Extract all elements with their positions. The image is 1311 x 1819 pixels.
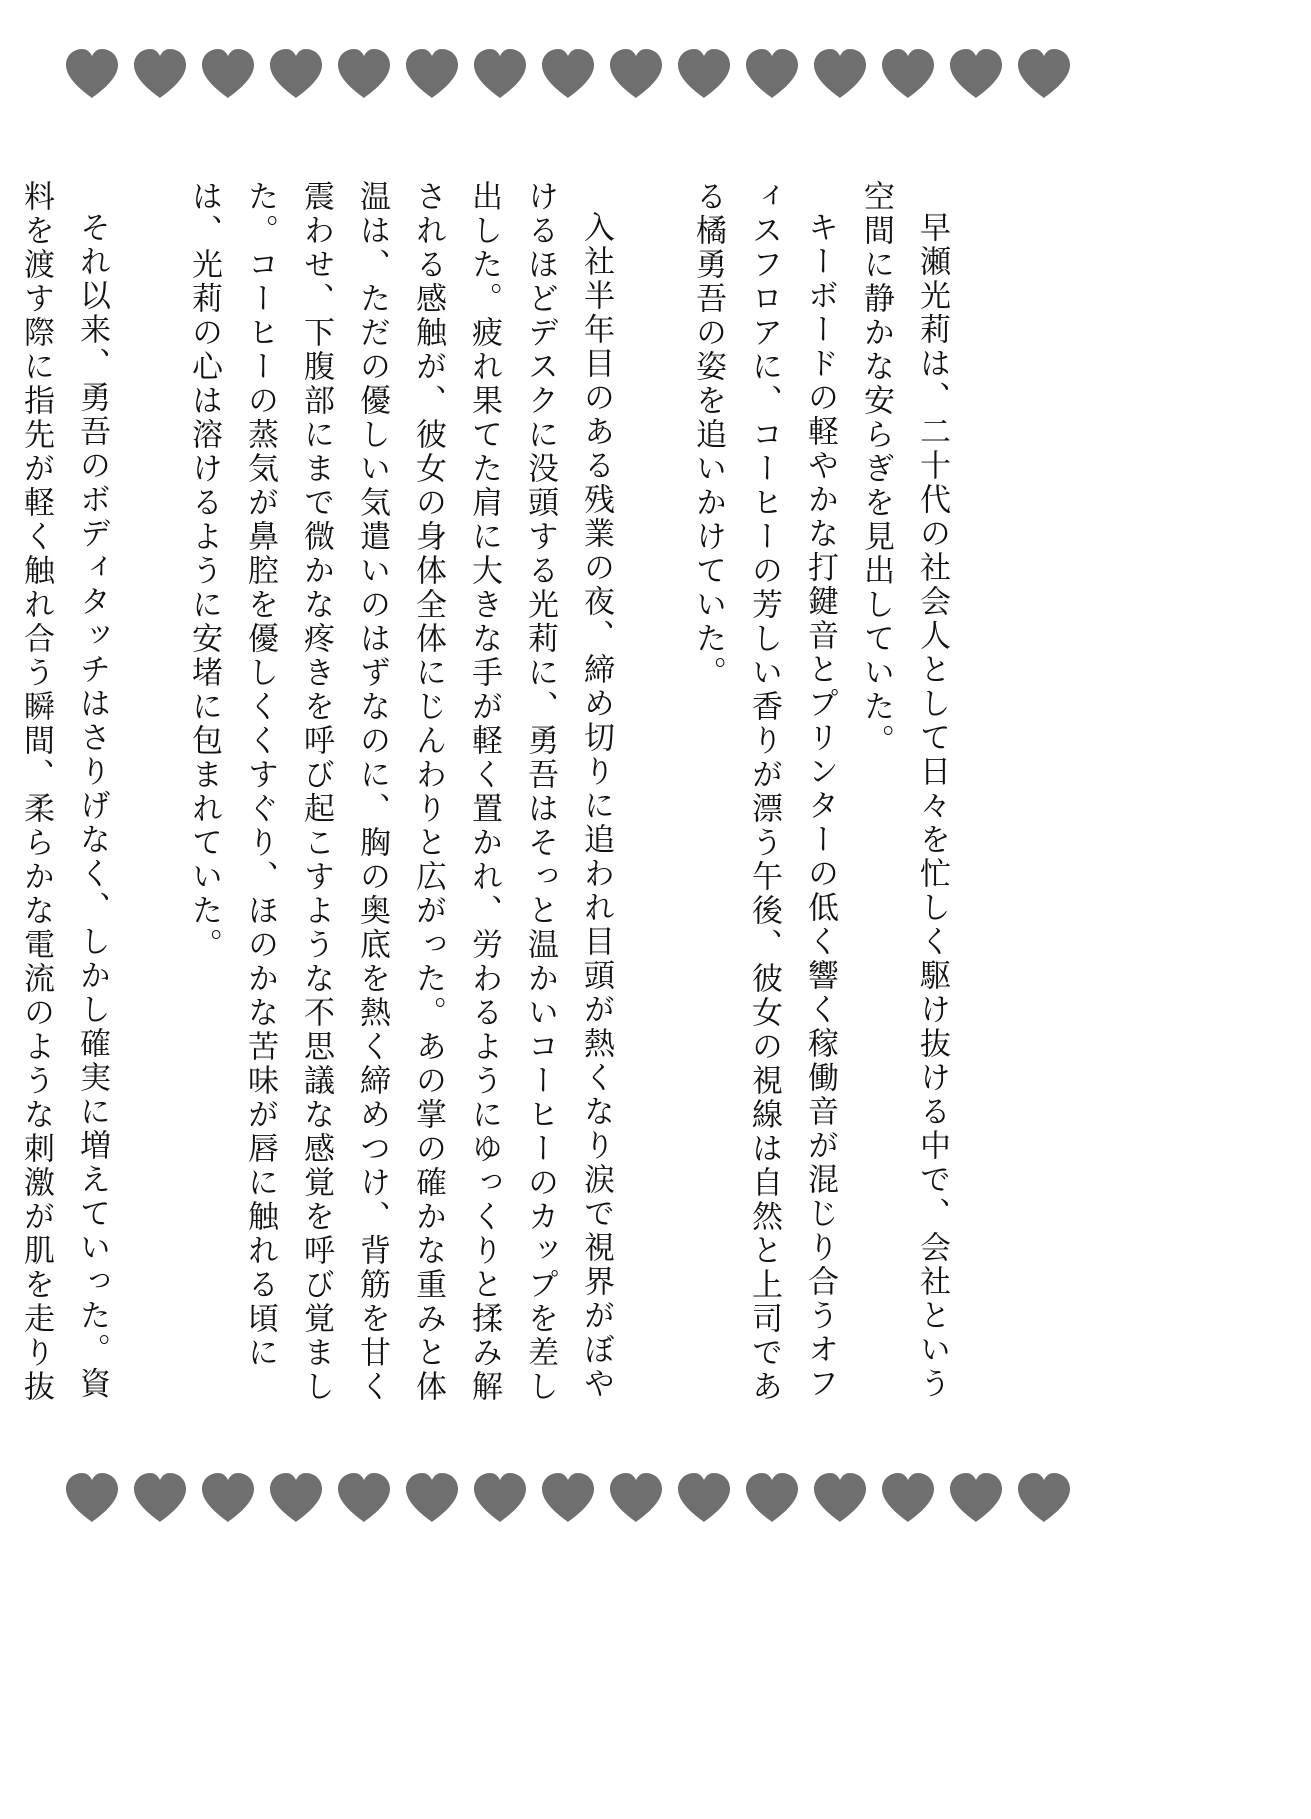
story-paragraph-4: それ以来、勇吾のボディタッチはさりげなく、しかし確実に増えていった。資料を渡す際に指先が軽く触れ合う瞬間、柔らかな電流のような刺激が肌を走り抜 <box>18 180 110 1404</box>
paragraph-spacer <box>120 180 176 1420</box>
heart-icon <box>744 48 800 100</box>
heart-icon <box>64 48 120 100</box>
story-paragraph-2: キーボードの軽やかな打鍵音とプリンターの低く響く稼働音が混じり合うオフィスフロアに、コーヒーの芳しい香りが漂う午後、彼女の視線は自然と上司である橘勇吾の姿を追いかけていた。 <box>690 180 838 1404</box>
heart-icon <box>268 48 324 100</box>
heart-icon <box>676 48 732 100</box>
heart-icon <box>608 1472 664 1524</box>
heart-icon <box>472 48 528 100</box>
heart-icon <box>404 48 460 100</box>
heart-icon <box>336 48 392 100</box>
heart-icon <box>132 48 188 100</box>
paragraph-spacer <box>624 180 680 1420</box>
story-paragraph-1: 早瀬光莉は、二十代の社会人として日々を忙しく駆け抜ける中で、会社という空間に静かな安らぎを見出していた。 <box>858 180 950 1401</box>
heart-icon <box>64 1472 120 1524</box>
heart-icon <box>812 1472 868 1524</box>
story-paragraph-3: 入社半年目のある残業の夜、締め切りに追われ目頭が熱くなり涙で視界がぼやけるほどデスクに没頭する光莉に、勇吾はそっと温かいコーヒーのカップを差し出した。疲れ果てた肩に大きな手が軽く置かれ、労わるようにゆっくりと揉み解される感触が、彼女の身体全体にじんわりと広がった。あの掌の確かな重みと体温は、ただの優しい気遣いのはずなのに、胸の奥底を熱く締めつけ、背筋を甘く震わせ、下腹部にまで微かな疼きを呼び起こすような不思議な感覚を呼び覚ました。コーヒーの蒸気が鼻腔を優しくくすぐり、ほのかな苦味が唇に触れる頃には、光莉の心は溶けるように安堵に包まれていた。 <box>186 180 614 1404</box>
top-heart-border <box>64 48 1074 108</box>
heart-icon <box>200 1472 256 1524</box>
heart-icon <box>812 48 868 100</box>
heart-icon <box>336 1472 392 1524</box>
heart-icon <box>540 1472 596 1524</box>
heart-icon <box>880 1472 936 1524</box>
heart-icon <box>880 48 936 100</box>
heart-icon <box>676 1472 732 1524</box>
heart-icon <box>1016 1472 1072 1524</box>
heart-icon <box>200 48 256 100</box>
heart-icon <box>948 48 1004 100</box>
heart-icon <box>268 1472 324 1524</box>
bottom-heart-border <box>64 1472 1074 1532</box>
heart-icon <box>608 48 664 100</box>
heart-icon <box>472 1472 528 1524</box>
heart-icon <box>948 1472 1004 1524</box>
heart-icon <box>744 1472 800 1524</box>
heart-icon <box>132 1472 188 1524</box>
heart-icon <box>540 48 596 100</box>
story-text <box>18 180 960 1420</box>
heart-icon <box>404 1472 460 1524</box>
heart-icon <box>1016 48 1072 100</box>
